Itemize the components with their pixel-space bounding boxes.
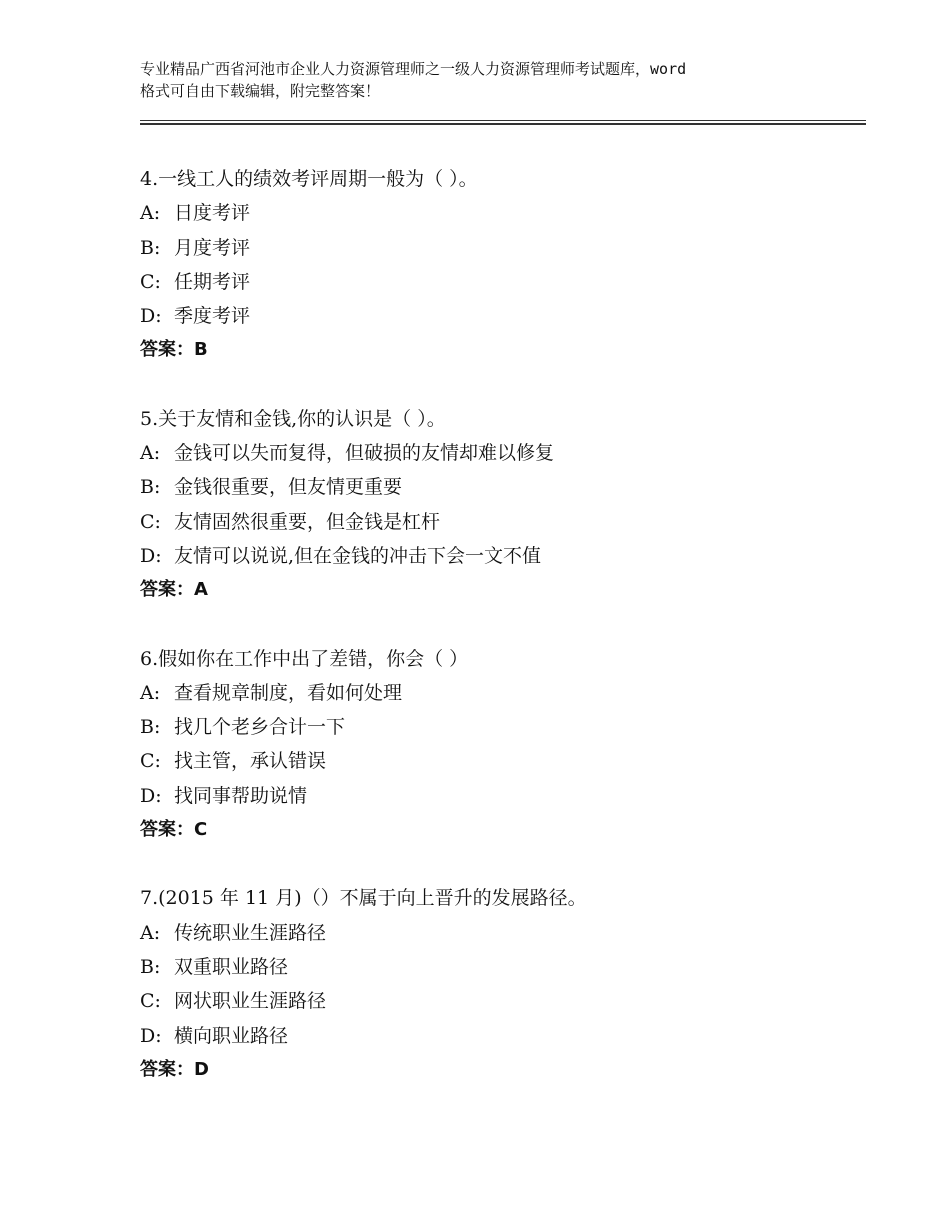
option-b: [140, 470, 860, 504]
option-text: 查看规章制度，看如何处理: [174, 681, 403, 704]
question-list: [140, 162, 860, 1121]
option-letter: D:: [140, 544, 162, 567]
option-letter: B:: [140, 476, 161, 499]
header-divider-thick: [140, 123, 866, 125]
option-a: [140, 676, 860, 710]
option-a: [140, 196, 860, 230]
option-letter: D:: [140, 784, 162, 807]
option-text: 金钱可以失而复得，但破损的友情却难以修复: [174, 442, 555, 465]
document-header: [140, 58, 840, 102]
option-text: 横向职业路径: [174, 1024, 289, 1047]
option-letter: B:: [140, 955, 161, 978]
question-stem: 5.关于友情和金钱,你的认识是（ ）。: [140, 407, 446, 430]
answer-line: 答案：C: [140, 819, 208, 841]
question-7: [140, 881, 860, 1087]
header-title-line-1: 专业精品广西省河池市企业人力资源管理师之一级人力资源管理师考试题库，word: [140, 60, 687, 78]
option-d: [140, 1019, 860, 1053]
option-letter: C:: [140, 270, 161, 293]
question-stem: 7.(2015 年 11 月)（）不属于向上晋升的发展路径。: [140, 887, 587, 910]
option-text: 传统职业生涯路径: [174, 921, 327, 944]
option-text: 找同事帮助说情: [174, 784, 308, 807]
option-letter: D:: [140, 1024, 162, 1047]
option-letter: A:: [140, 442, 161, 465]
answer-line: 答案：D: [140, 1058, 209, 1080]
option-letter: B:: [140, 716, 161, 739]
option-a: [140, 436, 860, 470]
option-text: 友情固然很重要，但金钱是杠杆: [174, 510, 441, 533]
option-letter: A:: [140, 202, 161, 225]
option-letter: D:: [140, 305, 162, 328]
option-d: [140, 299, 860, 333]
question-6: [140, 642, 860, 848]
header-divider-thin: [140, 120, 866, 121]
option-letter: B:: [140, 236, 161, 259]
option-text: 日度考评: [174, 202, 251, 225]
option-c: [140, 744, 860, 778]
question-stem: 4.一线工人的绩效考评周期一般为（ ）。: [140, 168, 478, 190]
option-c: [140, 984, 860, 1018]
option-c: [140, 505, 860, 539]
option-text: 找主管，承认错误: [174, 750, 327, 773]
option-letter: C:: [140, 510, 161, 533]
answer-line: 答案：B: [140, 339, 208, 361]
option-b: [140, 231, 860, 265]
option-text: 双重职业路径: [174, 955, 289, 978]
option-d: [140, 539, 860, 573]
option-text: 友情可以说说,但在金钱的冲击下会一文不值: [174, 544, 542, 567]
option-letter: A:: [140, 681, 161, 704]
option-text: 网状职业生涯路径: [174, 990, 327, 1013]
question-4: [140, 162, 860, 368]
option-text: 月度考评: [174, 236, 251, 259]
option-letter: C:: [140, 750, 161, 773]
answer-line: 答案：A: [140, 579, 208, 601]
option-b: [140, 710, 860, 744]
option-b: [140, 950, 860, 984]
option-text: 任期考评: [174, 270, 251, 293]
question-5: [140, 402, 860, 608]
option-text: 季度考评: [174, 305, 251, 328]
option-text: 金钱很重要，但友情更重要: [174, 476, 403, 499]
option-d: [140, 779, 860, 813]
option-letter: A:: [140, 921, 161, 944]
option-a: [140, 916, 860, 950]
option-letter: C:: [140, 990, 161, 1013]
header-title-line-2: 格式可自由下载编辑，附完整答案！: [140, 82, 381, 100]
option-c: [140, 265, 860, 299]
question-stem: 6.假如你在工作中出了差错，你会（ ）: [140, 647, 469, 670]
option-text: 找几个老乡合计一下: [174, 716, 346, 739]
